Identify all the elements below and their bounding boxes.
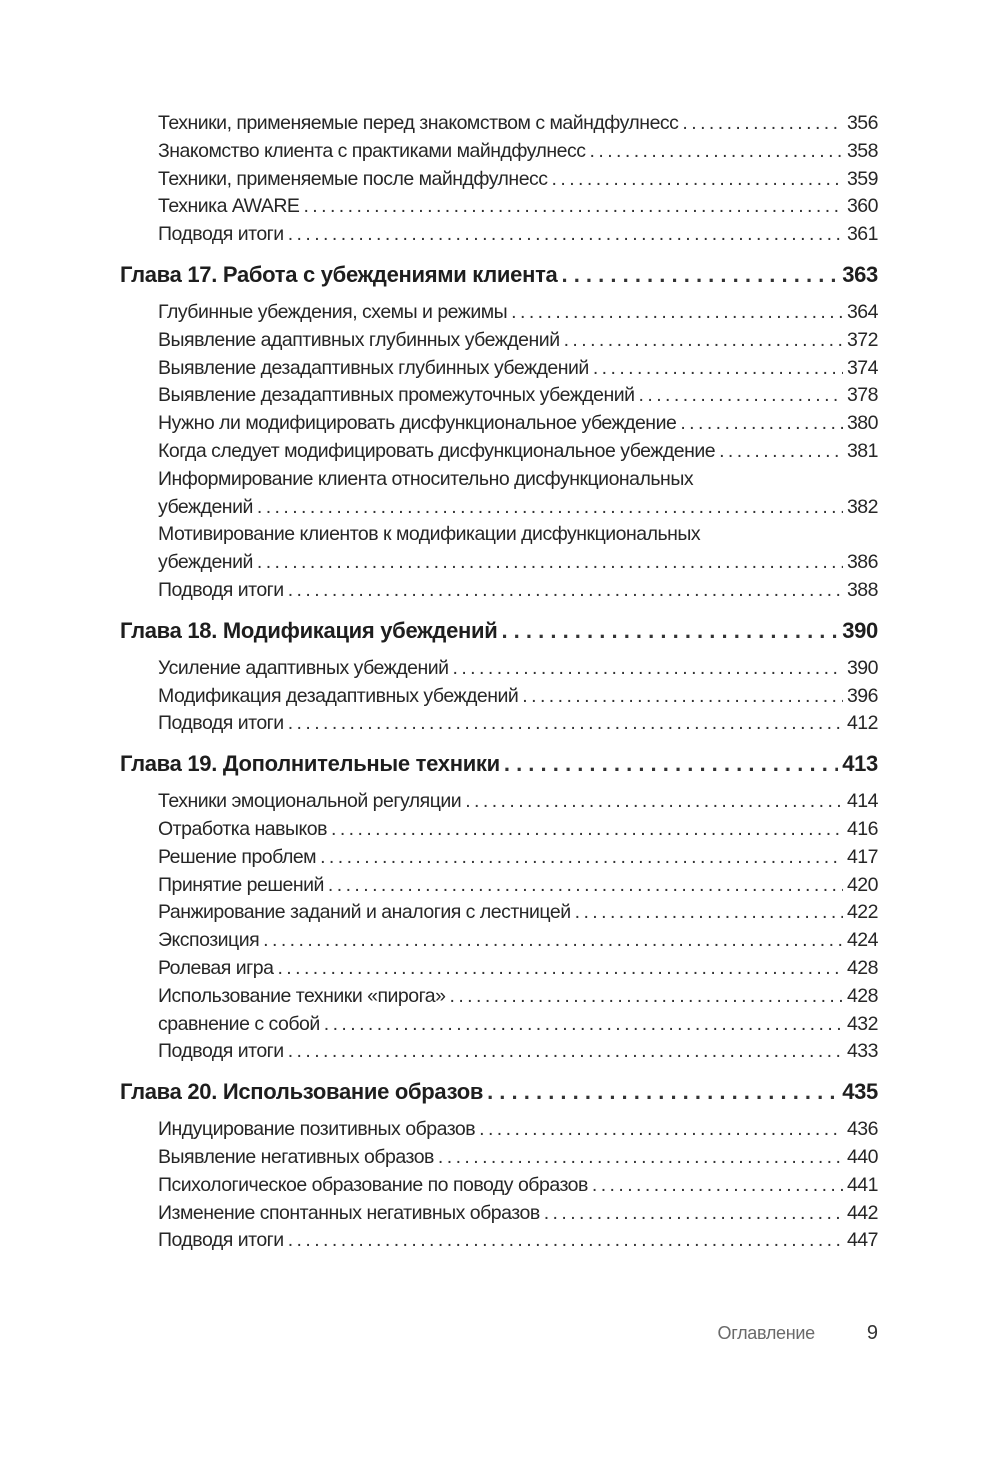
toc-entry-page: 364: [846, 300, 878, 323]
toc-entry-title: Решение проблем: [158, 845, 317, 868]
toc-entry: [120, 1116, 878, 1144]
dot-leader: [561, 255, 838, 295]
toc-entry-title: Когда следует модифицировать дисфункциональное убеждение: [158, 439, 716, 462]
toc-entry-page: 388: [846, 578, 878, 601]
dot-leader: [288, 710, 843, 738]
toc-entry-line1: [120, 466, 878, 494]
toc-entry-page: 374: [846, 356, 878, 379]
toc-entry-page: 420: [846, 873, 878, 896]
toc-entry-title: Техники, применяемые перед знакомством с майндфулнесс: [158, 112, 679, 134]
dot-leader: [511, 299, 843, 327]
toc-entry: [120, 683, 878, 711]
toc-entry-title: Глубинные убеждения, схемы и режимы: [158, 300, 508, 323]
dot-leader: [544, 1200, 843, 1228]
dot-leader: [263, 927, 843, 955]
toc-entry-page: 380: [846, 412, 878, 435]
toc-entry: [120, 549, 878, 577]
toc-entry-title: убеждений: [158, 495, 253, 518]
toc-entry: [120, 193, 878, 221]
toc-entry-page: 440: [846, 1145, 878, 1168]
dot-leader: [328, 872, 843, 900]
toc-entry-page: 417: [846, 845, 878, 868]
toc-entry-page: 447: [846, 1229, 878, 1252]
toc-entry: [120, 299, 878, 327]
toc-entry-title: Нужно ли модифицировать дисфункциональное убеждение: [158, 412, 677, 435]
toc-entry-title: Ролевая игра: [158, 956, 274, 979]
toc-entry: [120, 355, 878, 383]
toc-entry-page: 359: [846, 167, 878, 190]
chapter-title: Глава 17. Работа с убеждениями клиента: [120, 261, 558, 287]
toc-entry-page: 422: [846, 901, 878, 924]
toc-entry-page: 416: [846, 817, 878, 840]
dot-leader: [465, 788, 843, 816]
running-footer-section: Оглавление: [717, 1323, 815, 1343]
dot-leader: [639, 382, 843, 410]
toc-entry-title: Техники, применяемые после майндфулнесс: [158, 167, 548, 190]
chapter-title: Глава 18. Модификация убеждений: [120, 617, 498, 643]
dot-leader: [320, 844, 843, 872]
toc-entry-title: убеждений: [158, 551, 253, 574]
toc-chapter-17: [120, 255, 878, 295]
toc-entry-title: Усиление адаптивных убеждений: [158, 656, 449, 679]
dot-leader: [257, 494, 843, 522]
toc-entry-page: 378: [846, 384, 878, 407]
toc-entry-title: Подводя итоги: [158, 1229, 284, 1252]
toc-entry: [120, 816, 878, 844]
dot-leader: [501, 611, 838, 651]
toc-entry-page: 390: [846, 656, 878, 679]
toc-entry: [120, 927, 878, 955]
toc-entry: [120, 872, 878, 900]
toc-entry-title: Выявление адаптивных глубинных убеждений: [158, 328, 560, 351]
toc-entry: [120, 1144, 878, 1172]
dot-leader: [288, 221, 843, 249]
dot-leader: [331, 816, 843, 844]
toc-entry: [120, 655, 878, 683]
toc-entry-page: 396: [846, 684, 878, 707]
toc-entry-page: 356: [846, 112, 878, 134]
toc-entry-title: Мотивирование клиентов к модификации дисфункциональных: [158, 523, 701, 546]
toc-chapter-20: [120, 1072, 878, 1112]
toc-entry: [120, 710, 878, 738]
dot-leader: [288, 1038, 843, 1066]
toc-entry-title: Выявление дезадаптивных глубинных убеждений: [158, 356, 589, 379]
dot-leader: [257, 549, 843, 577]
toc-entry: [120, 494, 878, 522]
toc-entry: [120, 382, 878, 410]
toc-entry-page: 432: [846, 1012, 878, 1035]
dot-leader: [522, 683, 843, 711]
toc-entry-page: 381: [846, 439, 878, 462]
toc-entry-title: Принятие решений: [158, 873, 324, 896]
dot-leader: [564, 327, 843, 355]
toc-entry-page: 372: [846, 328, 878, 351]
toc-entry-page: 424: [846, 929, 878, 952]
chapter-title: Глава 19. Дополнительные техники: [120, 751, 500, 777]
toc-entry-title: Техника AWARE: [158, 195, 300, 218]
toc-entry-page: 441: [846, 1173, 878, 1196]
toc-entry-title: Использование техники «пирога»: [158, 984, 446, 1007]
toc-entry-page: 382: [846, 495, 878, 518]
chapter-title: Глава 20. Использование образов: [120, 1079, 484, 1105]
toc-entry-title: Подводя итоги: [158, 578, 284, 601]
dot-leader: [324, 1011, 843, 1039]
toc-entry-title: Экспозиция: [158, 929, 260, 952]
page-footer: [600, 1322, 878, 1345]
toc-entry-title: Ранжирование заданий и аналогия с лестницей: [158, 901, 571, 924]
toc-entry: [120, 899, 878, 927]
toc-entry-title: Изменение спонтанных негативных образов: [158, 1201, 540, 1224]
chapter-page: 413: [842, 751, 878, 777]
dot-leader: [288, 577, 843, 605]
chapter-page: 390: [842, 617, 878, 643]
table-of-contents: [120, 110, 878, 1255]
dot-leader: [682, 110, 843, 138]
toc-chapter-18: [120, 611, 878, 651]
toc-entry-title: сравнение с собой: [158, 1012, 320, 1035]
toc-entry-title: Техники эмоциональной регуляции: [158, 790, 462, 813]
toc-entry: [120, 1227, 878, 1255]
toc-entry: [120, 788, 878, 816]
dot-leader: [438, 1144, 843, 1172]
dot-leader: [303, 193, 843, 221]
toc-entry: [120, 166, 878, 194]
dot-leader: [487, 1072, 838, 1112]
toc-entry: [120, 844, 878, 872]
toc-entry: [120, 577, 878, 605]
toc-entry-page: 436: [846, 1118, 878, 1141]
toc-entry-title: Выявление негативных образов: [158, 1145, 434, 1168]
toc-entry-title: Индуцирование позитивных образов: [158, 1118, 476, 1141]
toc-entry-page: 428: [846, 984, 878, 1007]
toc-chapter-19: [120, 744, 878, 784]
toc-entry: [120, 983, 878, 1011]
toc-entry-page: 433: [846, 1040, 878, 1063]
page-number: 9: [866, 1322, 878, 1344]
toc-entry-page: 358: [846, 139, 878, 162]
toc-entry-title: Подводя итоги: [158, 712, 284, 735]
dot-leader: [575, 899, 843, 927]
dot-leader: [593, 355, 843, 383]
toc-entry-page: 428: [846, 956, 878, 979]
toc-entry-page: 412: [846, 712, 878, 735]
chapter-page: 435: [842, 1079, 878, 1105]
dot-leader: [450, 983, 843, 1011]
toc-entry: [120, 1038, 878, 1066]
toc-entry-title: Отработка навыков: [158, 817, 327, 840]
dot-leader: [453, 655, 843, 683]
dot-leader: [592, 1172, 843, 1200]
dot-leader: [277, 955, 843, 983]
toc-entry-page: 361: [846, 223, 878, 246]
dot-leader: [479, 1116, 843, 1144]
dot-leader: [719, 438, 843, 466]
dot-leader: [590, 138, 843, 166]
toc-entry: [120, 955, 878, 983]
toc-entry-page: 360: [846, 195, 878, 218]
toc-entry: [120, 327, 878, 355]
toc-entry: [120, 1200, 878, 1228]
toc-entry-title: Подводя итоги: [158, 1040, 284, 1063]
dot-leader: [552, 166, 843, 194]
toc-entry-page: 386: [846, 551, 878, 574]
toc-entry-page: 442: [846, 1201, 878, 1224]
dot-leader: [680, 410, 843, 438]
toc-entry-title: Знакомство клиента с практиками майндфулнесс: [158, 139, 586, 162]
toc-entry-title: Выявление дезадаптивных промежуточных убеждений: [158, 384, 635, 407]
toc-entry-title: Информирование клиента относительно дисфункциональных: [158, 467, 694, 490]
toc-entry: [120, 410, 878, 438]
toc-entry: [120, 221, 878, 249]
toc-entry: [120, 1011, 878, 1039]
chapter-page: 363: [842, 261, 878, 287]
toc-entry: [120, 438, 878, 466]
dot-leader: [504, 744, 838, 784]
toc-entry-line1: [120, 521, 878, 549]
toc-entry: [120, 138, 878, 166]
toc-entry-title: Психологическое образование по поводу образов: [158, 1173, 588, 1196]
dot-leader: [288, 1227, 843, 1255]
toc-entry-title: Модификация дезадаптивных убеждений: [158, 684, 519, 707]
toc-entry-page: 414: [846, 790, 878, 813]
toc-entry: [120, 1172, 878, 1200]
toc-entry: [120, 110, 878, 138]
toc-entry-title: Подводя итоги: [158, 223, 284, 246]
